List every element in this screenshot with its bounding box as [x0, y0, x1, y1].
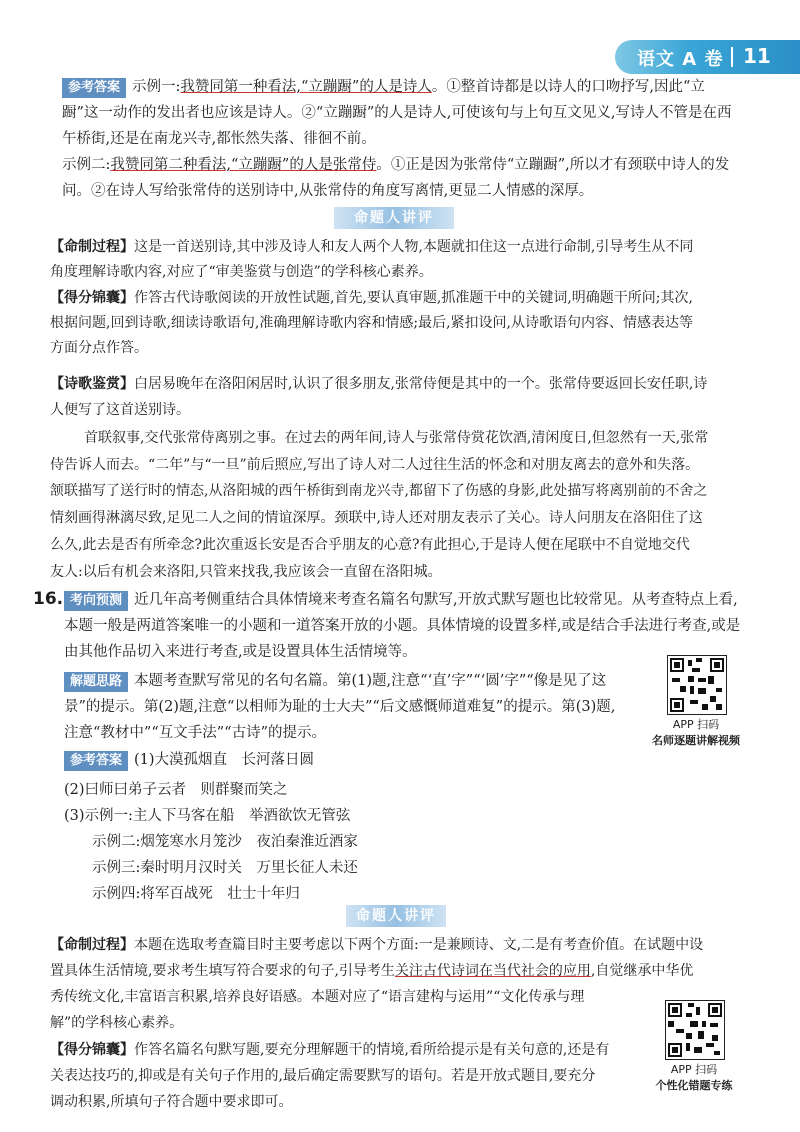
- comment-text: 白居易晚年在洛阳闲居时,认识了很多朋友,张常侍便是其中的一个。张常侍要返回长安任职,诗: [134, 376, 708, 392]
- answer-text: 。①整首诗都是以诗人的口吻抒写,因此“立: [431, 79, 705, 95]
- header-tab: [615, 40, 800, 74]
- q16-answer-line: (2)曰师曰弟子云者 则群聚而笑之: [64, 782, 288, 798]
- comment-line: [50, 288, 693, 308]
- q16-line: 本题一般是两道答案唯一的小题和一道答案开放的小题。具体情境的设置多样,或是结合手法进行考查,或是: [64, 618, 741, 634]
- comment-text: 作答古代诗歌阅读的开放性试题,首先,要认真审题,抓准题干中的关键词,明确题干所问;其次,: [134, 290, 693, 306]
- qr-caption-line1: APP 扫码: [672, 718, 720, 731]
- comment-line: 方面分点作答。: [50, 340, 148, 356]
- q16-answer-text: (1)大漠孤烟直 长河落日圆: [134, 752, 315, 768]
- qr-caption-line2: 名师逐题讲解视频: [652, 734, 740, 747]
- comment-line: 友人:以后有机会来洛阳,只管来找我,我应该会一直留在洛阳城。: [50, 564, 442, 580]
- header-title: 语文 A 卷: [637, 49, 724, 70]
- qr-caption: [640, 716, 752, 748]
- q16-answer-line: [64, 750, 314, 771]
- q16-answer-line: (3)示例一:主人下马客在船 举酒欲饮无管弦: [64, 808, 351, 824]
- jieti-tag: 解题思路: [64, 672, 128, 692]
- comment-line: 秀传统文化,丰富语言积累,培养良好语感。本题对应了“语言建构与运用”“文化传承与理: [50, 989, 585, 1005]
- comment-text: 作答名篇名句默写题,要充分理解题干的情境,看所给提示是有关句意的,还是有: [134, 1042, 610, 1058]
- comment-banner: 命题人讲评: [346, 905, 446, 927]
- jieti-line: 注意“教材中”“互文手法”“古诗”的提示。: [64, 725, 326, 741]
- page-number: 11: [743, 44, 771, 68]
- kaoxiang-tag: 考向预测: [64, 591, 128, 611]
- answer-tag-2: 参考答案: [64, 751, 128, 771]
- comment-underlined: 关注古代诗词在当代社会的应用: [394, 963, 591, 979]
- comment-line: [50, 1040, 609, 1060]
- comment-line: 根据问题,回到诗歌,细读诗歌语句,准确理解诗歌内容和情感;最后,紧扣设问,从诗歌语句内容、情感表达等: [50, 315, 693, 331]
- comment-banner: 命题人讲评: [334, 207, 454, 229]
- answer-underlined: 我赞同第一种看法,“立蹦蹰”的人是诗人: [180, 79, 432, 95]
- qr-caption-line1: APP 扫码: [670, 1063, 718, 1076]
- comment-line: 关表达技巧的,抑或是有关句子作用的,最后确定需要默写的语句。若是开放式题目,要充分: [50, 1068, 596, 1084]
- jieti-text: 本题考查默写常见的名句名篇。第(1)题,注意“‘直’字”“‘圆’字”“像是见了这: [134, 673, 607, 689]
- comment-text: 置具体生活情境,要求考生填写符合要求的句子,引导考生: [50, 963, 395, 979]
- comment-line: 么久,此去是否有所牵念?此次重返长安是否合乎朋友的心意?有此担心,于是诗人便在尾联中不自觉地交代: [50, 537, 690, 553]
- comment-line: 解”的学科核心素养。: [50, 1015, 184, 1031]
- answer-line-3: 午桥街,还是在南龙兴寺,都怅然失落、徘徊不前。: [62, 131, 376, 147]
- q16-text: 近几年高考侧重结合具体情境来考查名篇名句默写,开放式默写题也比较常见。从考查特点上看,: [134, 592, 738, 608]
- qr-code-icon[interactable]: [667, 655, 727, 715]
- answer-line-2: 蹰”这一动作的发出者也应该是诗人。②“立蹦蹰”的人是诗人,可使该句与上句互文见义,写诗人不管是在西: [62, 105, 732, 121]
- qr-code-icon[interactable]: [665, 1000, 725, 1060]
- jieti-line: [64, 671, 606, 692]
- comment-line: 人便写了这首送别诗。: [50, 402, 190, 418]
- answer-line-4: [62, 155, 729, 175]
- section-label: 【命制过程】: [50, 239, 134, 255]
- q16-answer-line: 示例三:秦时明月汉时关 万里长征人未还: [92, 860, 358, 876]
- jieti-line: 景”的提示。第(2)题,注意“以相师为耻的士大夫”“后文感慨师道难复”的提示。第(3)题,: [64, 699, 616, 715]
- comment-line: 角度理解诗歌内容,对应了“审美鉴赏与创造”的学科核心素养。: [50, 264, 433, 280]
- answer-underlined: 我赞同第二种看法,“立蹦蹰”的人是张常侍: [110, 157, 377, 173]
- qr-caption: [638, 1061, 750, 1093]
- q16-answer-line: 示例二:烟笼寒水月笼沙 夜泊秦淮近酒家: [92, 834, 358, 850]
- answer-tag: 参考答案: [62, 78, 126, 98]
- comment-line: 首联叙事,交代张常侍离别之事。在过去的两年间,诗人与张常侍赏花饮酒,清闲度日,但忽然有一天,张常: [84, 430, 709, 446]
- q16-line: 由其他作品切入来进行考查,或是设置具体生活情境等。: [64, 644, 417, 660]
- comment-text: 本题在选取考查篇目时主要考虑以下两个方面:一是兼顾诗、文,二是有考查价值。在试题中设: [134, 937, 704, 953]
- section-label: 【得分锦囊】: [50, 290, 134, 306]
- answer-text: 。①正是因为张常侍“立蹦蹰”,所以才有颈联中诗人的发: [376, 157, 730, 173]
- section-label: 【命制过程】: [50, 937, 134, 953]
- comment-line: [50, 237, 693, 257]
- comment-text: 这是一首送别诗,其中涉及诗人和友人两个人物,本题就扣住这一点进行命制,引导考生从不同: [134, 239, 694, 255]
- q16-answer-line: 示例四:将军百战死 壮士十年归: [92, 886, 300, 902]
- answer-text: 示例一:: [132, 79, 181, 95]
- comment-line: [50, 935, 703, 955]
- qr-caption-line2: 个性化错题专练: [655, 1079, 733, 1092]
- question-number: 16.: [33, 589, 64, 609]
- comment-line: [50, 374, 707, 394]
- section-label: 【诗歌鉴赏】: [50, 376, 134, 392]
- comment-text: ,自觉继承中华优: [590, 963, 694, 979]
- comment-line: 侍告诉人而去。“二年”与“一旦”前后照应,写出了诗人对二人过往生活的怀念和对朋友离去的意外和失落。: [50, 457, 700, 473]
- q16-line: [64, 590, 738, 611]
- comment-line: 情刻画得淋漓尽致,足见二人之间的情谊深厚。颈联中,诗人还对朋友表示了关心。诗人问朋友在洛阳住了这: [50, 510, 703, 526]
- comment-line: 调动积累,所填句子符合题中要求即可。: [50, 1094, 293, 1110]
- comment-line: [50, 961, 693, 981]
- comment-line: 颔联描写了送行时的情态,从洛阳城的西午桥街到南龙兴寺,都留下了伤感的身影,此处描写将离别前的不舍之: [50, 483, 708, 499]
- answer-line-1: [62, 77, 705, 98]
- answer-text: 示例二:: [62, 157, 111, 173]
- section-label: 【得分锦囊】: [50, 1042, 134, 1058]
- answer-line-5: 问。②在诗人写给张常侍的送别诗中,从张常侍的角度写离情,更显二人情感的深厚。: [62, 183, 594, 199]
- header-divider: [731, 47, 733, 67]
